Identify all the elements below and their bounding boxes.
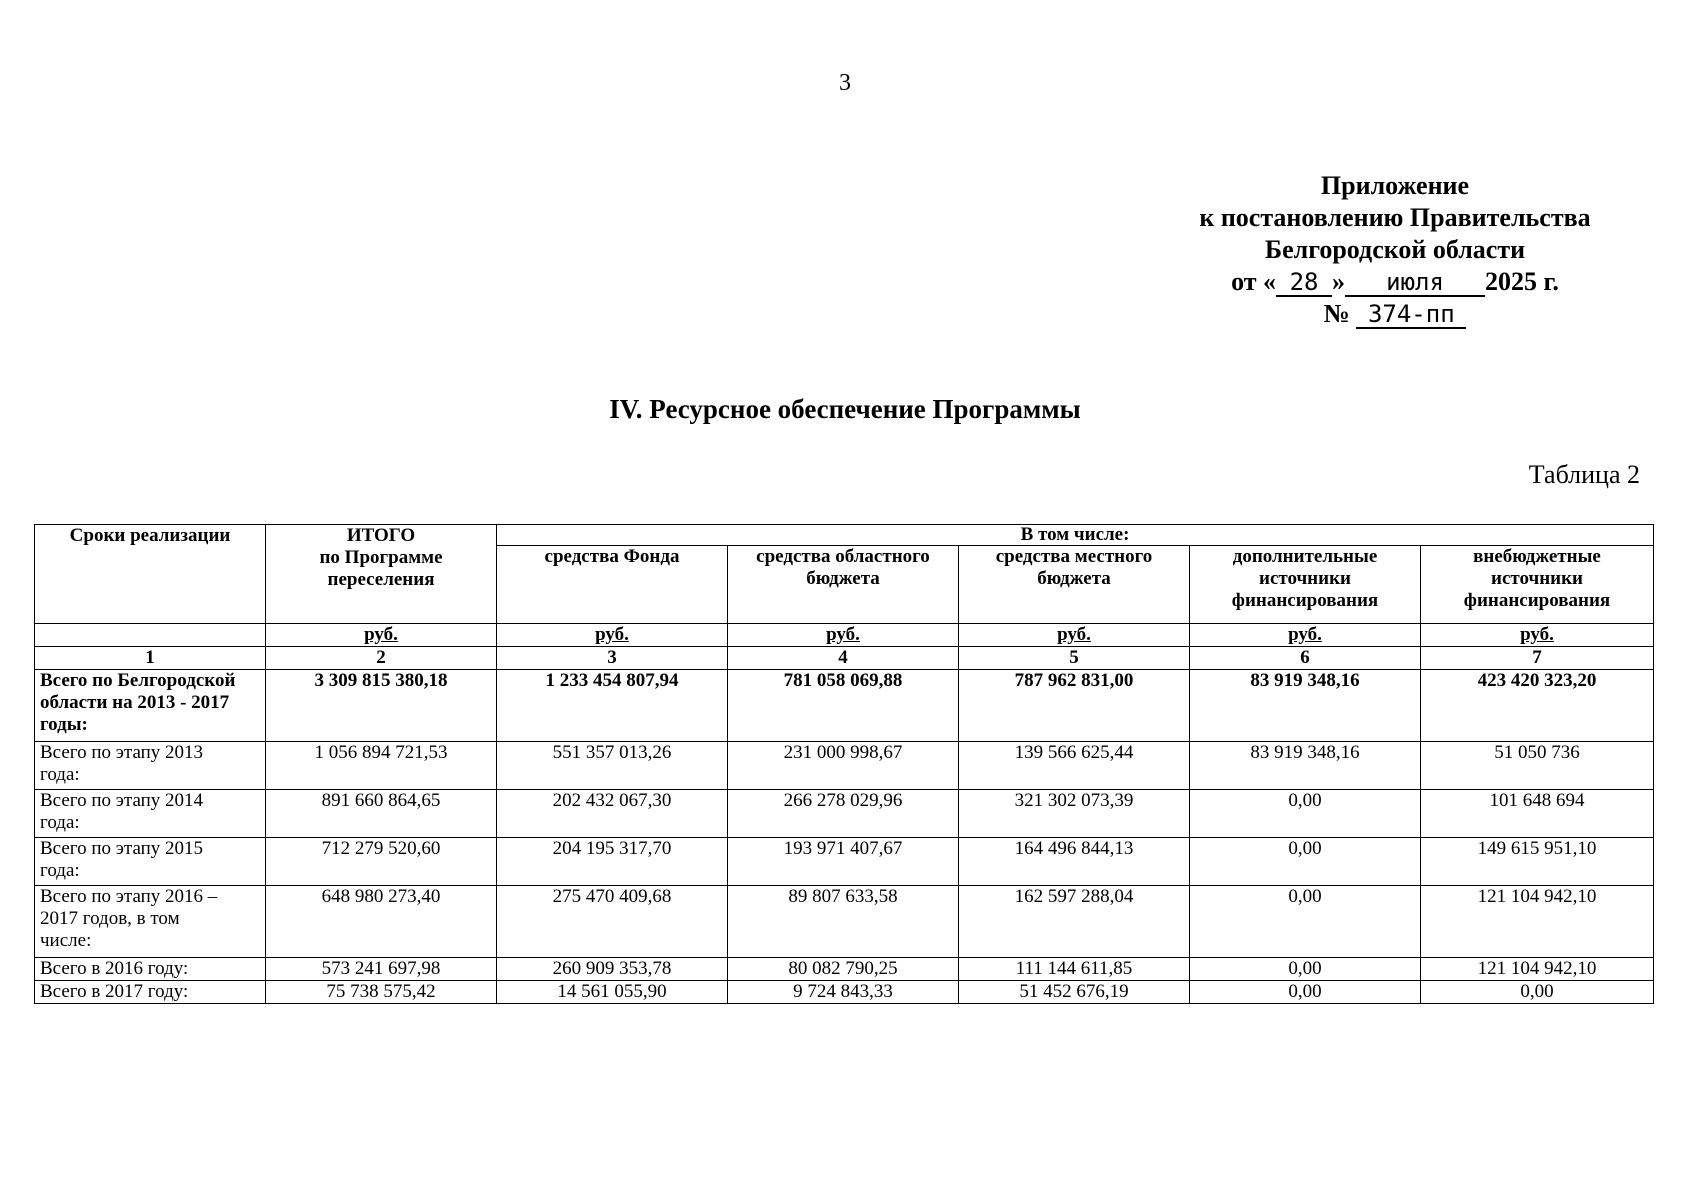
date-day: 28 <box>1276 269 1332 297</box>
row-value-additional: 83 919 348,16 <box>1190 742 1421 790</box>
row-value-extrabudgetary: 121 104 942,10 <box>1421 958 1654 981</box>
column-number: 5 <box>959 647 1190 670</box>
row-value-local: 162 597 288,04 <box>959 886 1190 958</box>
header-total-line2: по Программе переселения <box>319 547 443 590</box>
row-value-fund: 275 470 409,68 <box>497 886 728 958</box>
header-extrabudgetary: внебюджетные источники финансирования <box>1421 546 1654 624</box>
row-value-regional: 781 058 069,88 <box>728 670 959 742</box>
table-row <box>35 958 1654 981</box>
table-row <box>35 742 1654 790</box>
row-value-total: 573 241 697,98 <box>266 958 497 981</box>
row-value-total: 648 980 273,40 <box>266 886 497 958</box>
unit-additional: руб. <box>1190 624 1421 647</box>
date-year: 2025 г. <box>1485 267 1559 296</box>
header-period: Сроки реализации <box>35 525 266 624</box>
row-value-local: 111 144 611,85 <box>959 958 1190 981</box>
unit-total: руб. <box>266 624 497 647</box>
column-number: 2 <box>266 647 497 670</box>
header-regional: средства областного бюджета <box>728 546 959 624</box>
page-number: 3 <box>839 70 851 96</box>
appendix-date-line <box>1150 266 1640 298</box>
row-value-local: 164 496 844,13 <box>959 838 1190 886</box>
row-value-fund: 260 909 353,78 <box>497 958 728 981</box>
column-numbers-row <box>35 647 1654 670</box>
column-number: 6 <box>1190 647 1421 670</box>
appendix-line-region: Белгородской области <box>1264 235 1526 264</box>
table-row <box>35 981 1654 1004</box>
row-value-regional: 231 000 998,67 <box>728 742 959 790</box>
row-value-local: 51 452 676,19 <box>959 981 1190 1004</box>
row-value-fund: 202 432 067,30 <box>497 790 728 838</box>
row-period: Всего по этапу 2014 года: <box>35 790 266 838</box>
section-title: IV. Ресурсное обеспечение Программы <box>609 394 1081 424</box>
unit-extrabudgetary: руб. <box>1421 624 1654 647</box>
row-period: Всего в 2016 году: <box>35 958 266 981</box>
row-value-regional: 89 807 633,58 <box>728 886 959 958</box>
appendix-block <box>1150 170 1640 330</box>
table-row-total <box>35 670 1654 742</box>
row-value-extrabudgetary: 0,00 <box>1421 981 1654 1004</box>
row-period: Всего по этапу 2013 года: <box>35 742 266 790</box>
row-period: Всего в 2017 году: <box>35 981 266 1004</box>
row-value-additional: 0,00 <box>1190 958 1421 981</box>
appendix-line-resolution: к постановлению Правительства <box>1199 203 1591 232</box>
row-period: Всего по Белгородской области на 2013 - 2017 годы: <box>35 670 266 742</box>
row-value-regional: 266 278 029,96 <box>728 790 959 838</box>
row-value-fund: 14 561 055,90 <box>497 981 728 1004</box>
row-period: Всего по этапу 2015 года: <box>35 838 266 886</box>
row-value-regional: 193 971 407,67 <box>728 838 959 886</box>
column-number: 1 <box>35 647 266 670</box>
column-number: 4 <box>728 647 959 670</box>
number-prefix: № <box>1323 299 1350 328</box>
row-value-total: 712 279 520,60 <box>266 838 497 886</box>
row-value-additional: 83 919 348,16 <box>1190 670 1421 742</box>
table-label: Таблица 2 <box>1528 460 1640 489</box>
row-value-additional: 0,00 <box>1190 790 1421 838</box>
resource-table <box>34 524 1654 1004</box>
column-number: 3 <box>497 647 728 670</box>
row-value-total: 1 056 894 721,53 <box>266 742 497 790</box>
unit-period <box>35 624 266 647</box>
row-value-local: 139 566 625,44 <box>959 742 1190 790</box>
document-number: 374-пп <box>1356 301 1466 329</box>
row-value-local: 787 962 831,00 <box>959 670 1190 742</box>
header-total-line1: ИТОГО <box>346 525 416 546</box>
date-prefix: от « <box>1231 267 1277 296</box>
row-value-total: 75 738 575,42 <box>266 981 497 1004</box>
row-value-additional: 0,00 <box>1190 981 1421 1004</box>
row-value-total: 3 309 815 380,18 <box>266 670 497 742</box>
row-value-extrabudgetary: 149 615 951,10 <box>1421 838 1654 886</box>
header-local: средства местного бюджета <box>959 546 1190 624</box>
row-value-fund: 1 233 454 807,94 <box>497 670 728 742</box>
row-value-extrabudgetary: 51 050 736 <box>1421 742 1654 790</box>
row-value-fund: 204 195 317,70 <box>497 838 728 886</box>
appendix-title: Приложение <box>1320 171 1470 200</box>
header-additional: дополнительные источники финансирования <box>1190 546 1421 624</box>
units-row <box>35 624 1654 647</box>
row-value-extrabudgetary: 121 104 942,10 <box>1421 886 1654 958</box>
table-row <box>35 790 1654 838</box>
date-month: июля <box>1345 269 1485 297</box>
table-row <box>35 838 1654 886</box>
unit-fund: руб. <box>497 624 728 647</box>
header-total <box>266 525 497 624</box>
row-value-regional: 9 724 843,33 <box>728 981 959 1004</box>
table-row <box>35 886 1654 958</box>
row-value-extrabudgetary: 423 420 323,20 <box>1421 670 1654 742</box>
row-value-additional: 0,00 <box>1190 886 1421 958</box>
row-value-additional: 0,00 <box>1190 838 1421 886</box>
row-period: Всего по этапу 2016 – 2017 годов, в том числе: <box>35 886 266 958</box>
row-value-local: 321 302 073,39 <box>959 790 1190 838</box>
unit-local: руб. <box>959 624 1190 647</box>
column-number: 7 <box>1421 647 1654 670</box>
row-value-total: 891 660 864,65 <box>266 790 497 838</box>
date-separator: » <box>1332 267 1346 296</box>
header-row-1 <box>35 525 1654 546</box>
row-value-fund: 551 357 013,26 <box>497 742 728 790</box>
appendix-number-line <box>1150 298 1640 330</box>
header-fund: средства Фонда <box>497 546 728 624</box>
unit-regional: руб. <box>728 624 959 647</box>
header-including: В том числе: <box>497 525 1654 546</box>
row-value-regional: 80 082 790,25 <box>728 958 959 981</box>
row-value-extrabudgetary: 101 648 694 <box>1421 790 1654 838</box>
